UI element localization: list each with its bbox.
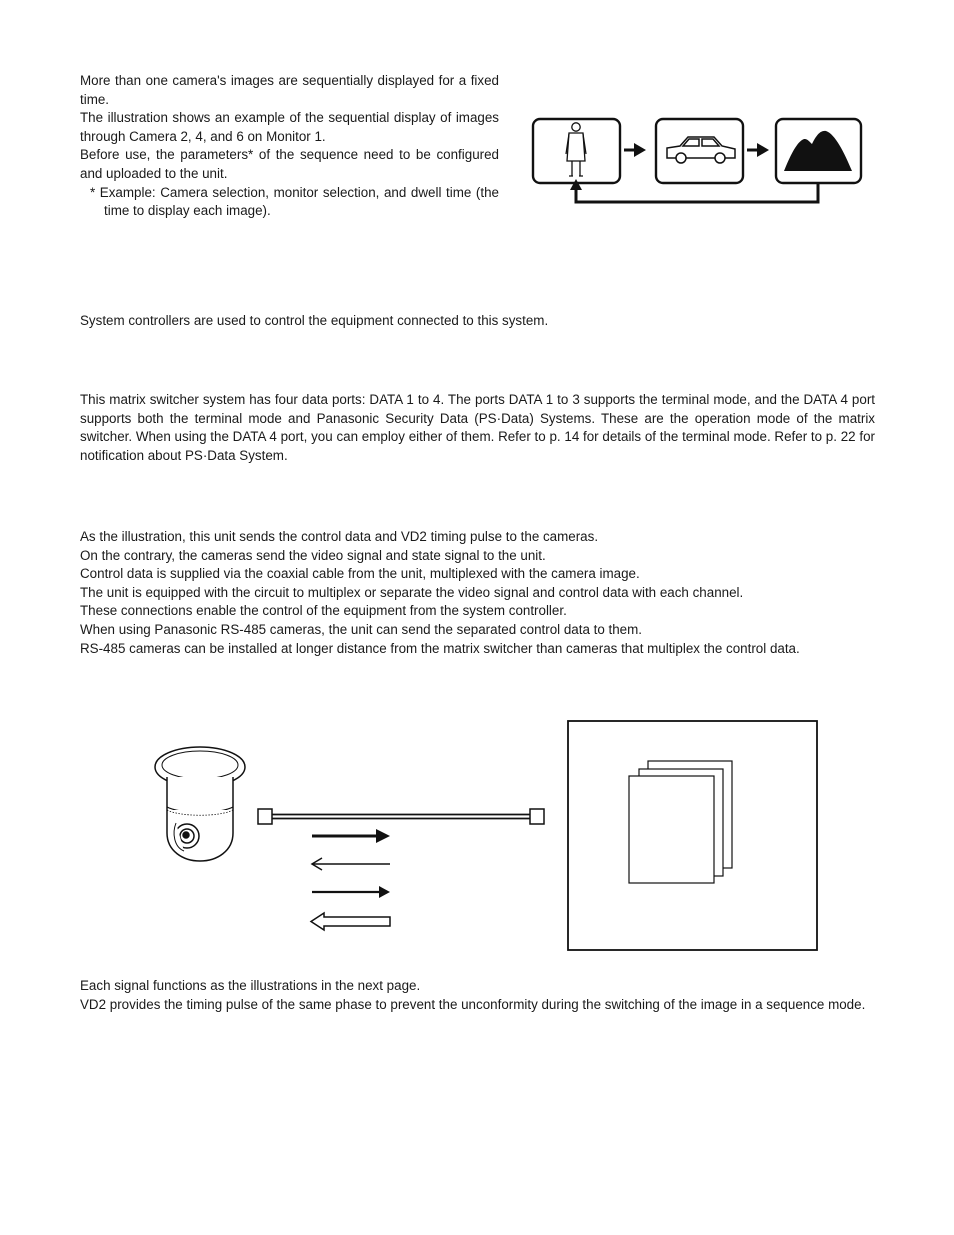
sequence-note: * Example: Camera selection, monitor selection, and dwell time (the time to display each image). [90, 184, 499, 219]
camera-control-line: When using Panasonic RS-485 cameras, the unit can send the separated control data to them. [80, 621, 642, 637]
data-ports-section [80, 391, 875, 465]
signal-diagram [150, 715, 825, 960]
coaxial-cable [258, 809, 544, 824]
sequence-return-arrow [576, 183, 818, 202]
arrow-right-thick [312, 829, 390, 843]
sequence-description [80, 72, 499, 221]
sequence-arrow-2 [747, 143, 769, 157]
sequence-paragraph: More than one camera's images are sequentially displayed for a fixed time. [80, 73, 499, 107]
system-controller-text: System controllers are used to control the equipment connected to this system. [80, 313, 549, 328]
camera-control-line: As the illustration, this unit sends the control data and VD2 timing pulse to the cameras. [80, 529, 599, 544]
camera-control-line: Control data is supplied via the coaxial cable from the unit, multiplexed with the camera image. [80, 566, 640, 582]
sequence-illustration [530, 116, 866, 208]
footer-section [80, 977, 875, 1014]
camera-control-line: These connections enable the control of the equipment from the system controller. [80, 603, 567, 619]
sequence-paragraph: The illustration shows an example of the sequential display of images through Camera 2, 4, and 6 on Monitor 1. [80, 110, 499, 144]
document-stack-icon [629, 761, 732, 883]
system-controller-section [80, 312, 875, 331]
camera-control-line: RS-485 cameras can be installed at longer distance from the matrix switcher than cameras that multiplex the control data. [80, 640, 800, 656]
camera-control-section [80, 528, 875, 658]
arrow-left-thin [312, 858, 390, 870]
footer-paragraph: Each signal functions as the illustrations in the next page. [80, 978, 421, 993]
arrow-right-medium [312, 886, 390, 898]
data-ports-text: This matrix switcher system has four data ports: DATA 1 to 4. The ports DATA 1 to 3 supports the terminal mode, and the DATA 4 port supports both the terminal mode and Panasonic Security Data (PS·Data) Systems. These are the operation mode of the matrix switcher. When using the DATA 4 port, you can employ either of them. Refer to p. 14 for details of the terminal mode. Refer to p. 22 for notification about PS·Data System. [80, 392, 875, 463]
camera-control-line: The unit is equipped with the circuit to multiplex or separate the video signal and control data with each channel. [80, 584, 744, 600]
camera-control-line: On the contrary, the cameras send the video signal and state signal to the unit. [80, 547, 546, 563]
footer-paragraph: VD2 provides the timing pulse of the same phase to prevent the unconformity during the switching of the image in a sequence mode. [80, 996, 866, 1012]
dome-camera-icon [155, 747, 245, 861]
arrow-left-hollow [311, 913, 390, 930]
sequence-paragraph: Before use, the parameters* of the sequence need to be configured and uploaded to the unit. [80, 147, 499, 181]
sequence-arrow-1 [624, 143, 646, 157]
